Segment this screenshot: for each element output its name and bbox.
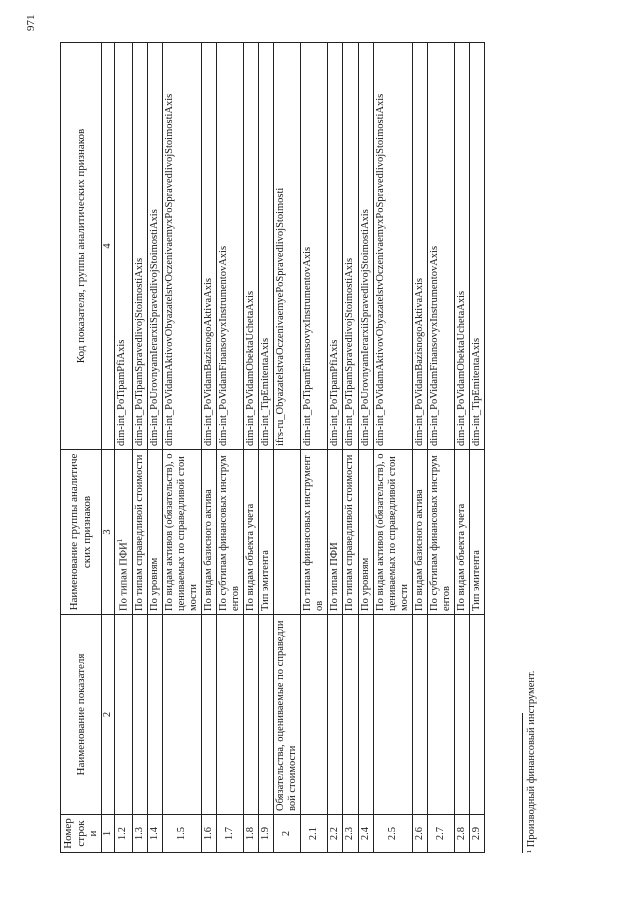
table-row — [470, 43, 485, 853]
indicator-name-cell — [114, 615, 132, 815]
row-number-cell: 2.3 — [343, 815, 358, 853]
column-number: 1 — [101, 815, 114, 853]
indicator-name-cell — [412, 615, 427, 815]
row-number-cell: 1.7 — [216, 815, 243, 853]
group-name-cell: По субтипам финансовых инструментов — [216, 450, 243, 615]
header-code: Код показателя, группы аналитических признаков — [61, 43, 102, 450]
row-number-cell: 1.4 — [147, 815, 162, 853]
indicator-name-cell — [216, 615, 243, 815]
table-row — [343, 43, 358, 853]
indicator-name-cell — [201, 615, 216, 815]
code-cell: ifrs-ru_ObyazatelstvaOczenivaemyePoSpravedlivojStoimosti — [274, 43, 301, 450]
table-row — [216, 43, 243, 853]
code-cell: dim-int_TipEmitentaAxis — [470, 43, 485, 450]
row-number-cell: 1.8 — [244, 815, 259, 853]
table-row — [201, 43, 216, 853]
indicator-table — [60, 42, 485, 853]
code-cell: dim-int_PoVidamFinansovyxInstrumentovAxis — [216, 43, 243, 450]
indicator-name-cell — [427, 615, 454, 815]
code-cell: dim-int_PoTipamFinansovyxInstrumentovAxis — [301, 43, 328, 450]
group-name-cell: По уровням — [147, 450, 162, 615]
row-number-cell: 1.5 — [162, 815, 201, 853]
code-cell: dim-int_PoVidamAktivovObyazatelstvOczenivaemyxPoSpravedlivojStoimostiAxis — [373, 43, 412, 450]
page-number: 971 — [25, 14, 37, 31]
table-row — [114, 43, 132, 853]
row-number-cell: 2 — [274, 815, 301, 853]
code-cell: dim-int_PoVidamObektaUchetaAxis — [244, 43, 259, 450]
table-row — [259, 43, 274, 853]
group-name-cell: По типам справедливой стоимости — [343, 450, 358, 615]
indicator-name-cell — [358, 615, 373, 815]
group-name-cell: По видам активов (обязательств), оцениваемых по справедливой стоимости — [162, 450, 201, 615]
row-number-cell: 2.1 — [301, 815, 328, 853]
row-number-cell: 1.3 — [132, 815, 147, 853]
table-row — [412, 43, 427, 853]
code-cell: dim-int_PoTipamPfiAxis — [328, 43, 343, 450]
indicator-name-cell: Обязательства, оцениваемые по справедливой стоимости — [274, 615, 301, 815]
table-header-row — [61, 43, 102, 853]
column-number: 3 — [101, 450, 114, 615]
indicator-name-cell — [244, 615, 259, 815]
indicator-name-cell — [301, 615, 328, 815]
indicator-name-cell — [373, 615, 412, 815]
group-name-cell: По видам объекта учета — [454, 450, 469, 615]
row-number-cell: 1.6 — [201, 815, 216, 853]
table-row — [358, 43, 373, 853]
row-number-cell: 2.5 — [373, 815, 412, 853]
group-name-cell: По типам ПФИ — [328, 450, 343, 615]
table-row — [147, 43, 162, 853]
indicator-name-cell — [454, 615, 469, 815]
column-number: 4 — [101, 43, 114, 450]
footnote: ¹ Производный финансовый инструмент. — [526, 670, 537, 853]
code-cell: dim-int_PoVidamBazisnogoAktivaAxis — [201, 43, 216, 450]
indicator-name-cell — [132, 615, 147, 815]
indicator-name-cell — [328, 615, 343, 815]
group-name-cell: По субтипам финансовых инструментов — [427, 450, 454, 615]
row-number-cell: 2.2 — [328, 815, 343, 853]
table-row — [373, 43, 412, 853]
group-name-cell: По уровням — [358, 450, 373, 615]
footnote-divider — [522, 713, 523, 853]
code-cell: dim-int_PoTipamPfiAxis — [114, 43, 132, 450]
group-name-cell: По видам объекта учета — [244, 450, 259, 615]
code-cell: dim-int_TipEmitentaAxis — [259, 43, 274, 450]
row-number-cell: 1.2 — [114, 815, 132, 853]
row-number-cell: 1.9 — [259, 815, 274, 853]
table-row — [427, 43, 454, 853]
table-row — [328, 43, 343, 853]
indicator-name-cell — [470, 615, 485, 815]
footnote-mark: 1 — [115, 538, 124, 543]
column-number-row — [101, 43, 114, 853]
code-cell: dim-int_PoUrovnyamIerarxiiSpravedlivojStoimostiAxis — [147, 43, 162, 450]
column-number: 2 — [101, 615, 114, 815]
group-name-cell: Тип эмитента — [259, 450, 274, 615]
indicator-name-cell — [259, 615, 274, 815]
group-name-cell: Тип эмитента — [470, 450, 485, 615]
header-group-name: Наименование группы аналитических признаков — [61, 450, 102, 615]
group-name-cell: По типам ПФИ$^1$ — [114, 450, 132, 615]
group-name-cell: По типам справедливой стоимости — [132, 450, 147, 615]
code-cell: dim-int_PoVidamBazisnogoAktivaAxis — [412, 43, 427, 450]
table-row — [162, 43, 201, 853]
indicator-name-cell — [147, 615, 162, 815]
header-row-number: Номер строки — [61, 815, 102, 853]
table-row — [132, 43, 147, 853]
indicator-name-cell — [343, 615, 358, 815]
code-cell: dim-int_PoVidamAktivovObyazatelstvOczenivaemyxPoSpravedlivojStoimostiAxis — [162, 43, 201, 450]
row-number-cell: 2.4 — [358, 815, 373, 853]
code-cell: dim-int_PoVidamFinansovyxInstrumentovAxis — [427, 43, 454, 450]
row-number-cell: 2.7 — [427, 815, 454, 853]
header-indicator-name: Наименование показателя — [61, 615, 102, 815]
table-row — [244, 43, 259, 853]
group-name-cell: По видам базисного актива — [201, 450, 216, 615]
group-name-cell: По типам финансовых инструментов — [301, 450, 328, 615]
group-name-cell — [274, 450, 301, 615]
code-cell: dim-int_PoTipamSpravedlivojStoimostiAxis — [132, 43, 147, 450]
row-number-cell: 2.8 — [454, 815, 469, 853]
table-row — [274, 43, 301, 853]
row-number-cell: 2.9 — [470, 815, 485, 853]
group-name-cell: По видам базисного актива — [412, 450, 427, 615]
table-row — [301, 43, 328, 853]
indicator-name-cell — [162, 615, 201, 815]
code-cell: dim-int_PoTipamSpravedlivojStoimostiAxis — [343, 43, 358, 450]
rotated-page — [25, 14, 537, 853]
group-name-cell: По видам активов (обязательств), оцениваемых по справедливой стоимости — [373, 450, 412, 615]
code-cell: dim-int_PoUrovnyamIerarxiiSpravedlivojStoimostiAxis — [358, 43, 373, 450]
table-row — [454, 43, 469, 853]
row-number-cell: 2.6 — [412, 815, 427, 853]
code-cell: dim-int_PoVidamObektaUchetaAxis — [454, 43, 469, 450]
